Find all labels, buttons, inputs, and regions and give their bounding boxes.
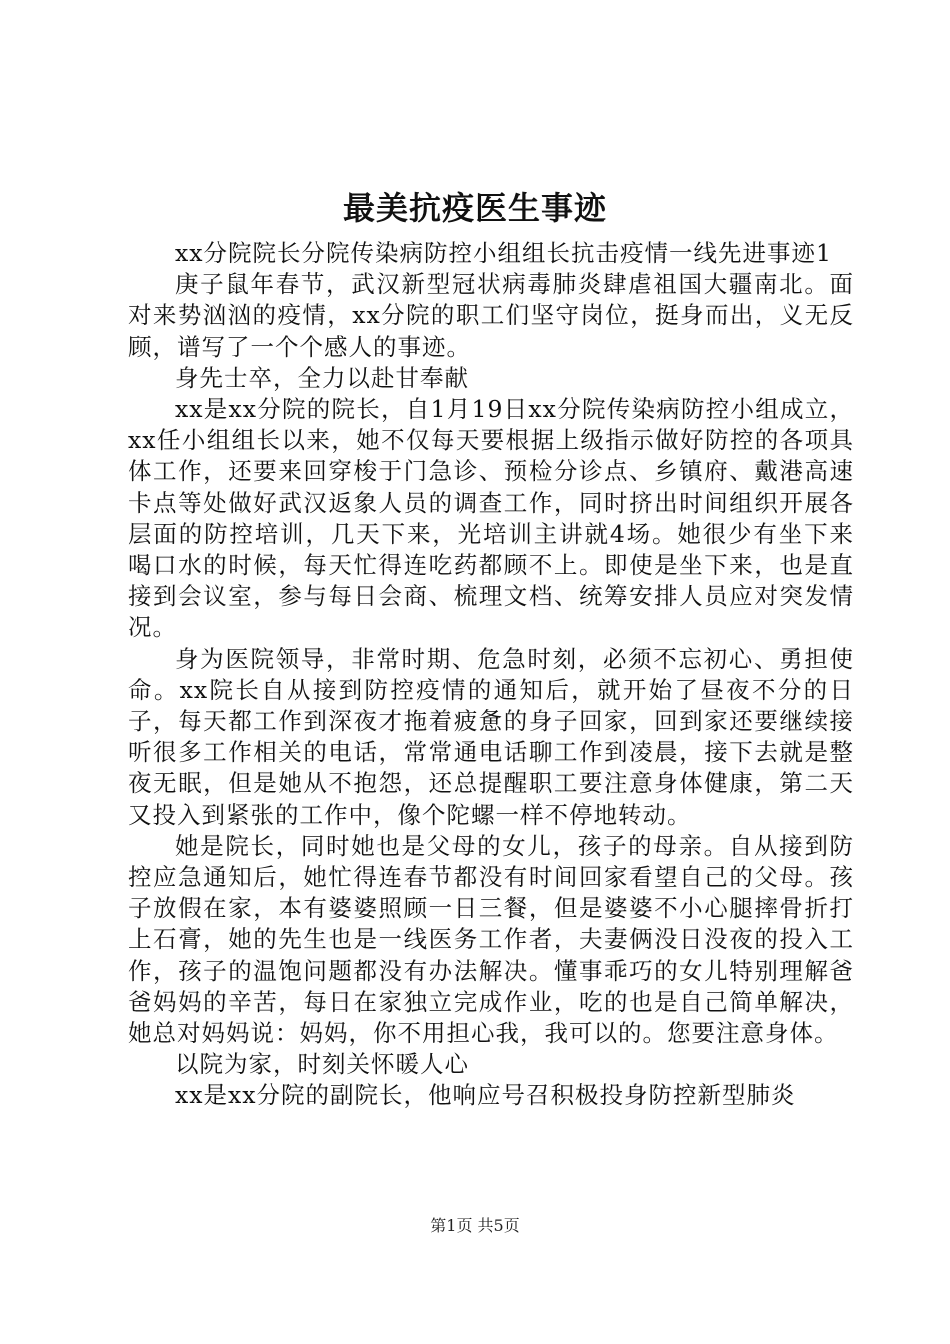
- section-heading-1: 身先士卒，全力以赴甘奉献: [175, 363, 469, 392]
- paragraph-subtitle: xx分院院长分院传染病防控小组组长抗击疫情一线先进事迹1: [175, 239, 832, 267]
- paragraph-body: xx是xx分院的院长，自1月19日xx分院传染病防控小组成立，xx任小组组长以来，她不仅每天要根据上级指示做好防控的各项具体工作，还要来回穿梭于门急诊、预检分诊点、乡镇府、戴港高速卡点等处做好武汉返象人员的调查工作，同时挤出时间组织开展各层面的防控培训，几天下来，光培训主讲就4场。她很少有坐下来喝口水的时候，每天忙得连吃药都顾不上。即使是坐下来，也是直接到会议室，参与每日会商、梳理文档、统筹安排人员应对突发情况。: [128, 395, 854, 642]
- section-heading-2: 以院为家，时刻关怀暖人心: [175, 1050, 469, 1079]
- paragraph-body: xx是xx分院的副院长，他响应号召积极投身防控新型肺炎: [175, 1081, 796, 1110]
- document-body: [128, 238, 854, 1112]
- paragraph-body: 她是院长，同时她也是父母的女儿，孩子的母亲。自从接到防控应急通知后，她忙得连春节都没有时间回家看望自己的父母。孩子放假在家，本有婆婆照顾一日三餐，但是婆婆不小心腿摔骨折打上石膏，她的先生也是一线医务工作者，夫妻俩没日没夜的投入工作，孩子的温饱问题都没有办法解决。懂事乖巧的女儿特别理解爸爸妈妈的辛苦，每日在家独立完成作业，吃的也是自己简单解决，她总对妈妈说：妈妈，你不用担心我，我可以的。您要注意身体。: [128, 831, 854, 1048]
- page-number: 第1页 共5页: [430, 1216, 520, 1235]
- paragraph-intro: 庚子鼠年春节，武汉新型冠状病毒肺炎肆虐祖国大疆南北。面对来势汹汹的疫情，xx分院的职工们坚守岗位，挺身而出，义无反顾，谱写了一个个感人的事迹。: [128, 270, 854, 361]
- paragraph-body: 身为医院领导，非常时期、危急时刻，必须不忘初心、勇担使命。xx院长自从接到防控疫情的通知后，就开始了昼夜不分的日子，每天都工作到深夜才拖着疲惫的身子回家，回到家还要继续接听很多工作相关的电话，常常通电话聊工作到凌晨，接下去就是整夜无眠，但是她从不抱怨，还总提醒职工要注意身体健康，第二天又投入到紧张的工作中，像个陀螺一样不停地转动。: [128, 644, 854, 829]
- document-title: 最美抗疫医生事迹: [342, 189, 607, 227]
